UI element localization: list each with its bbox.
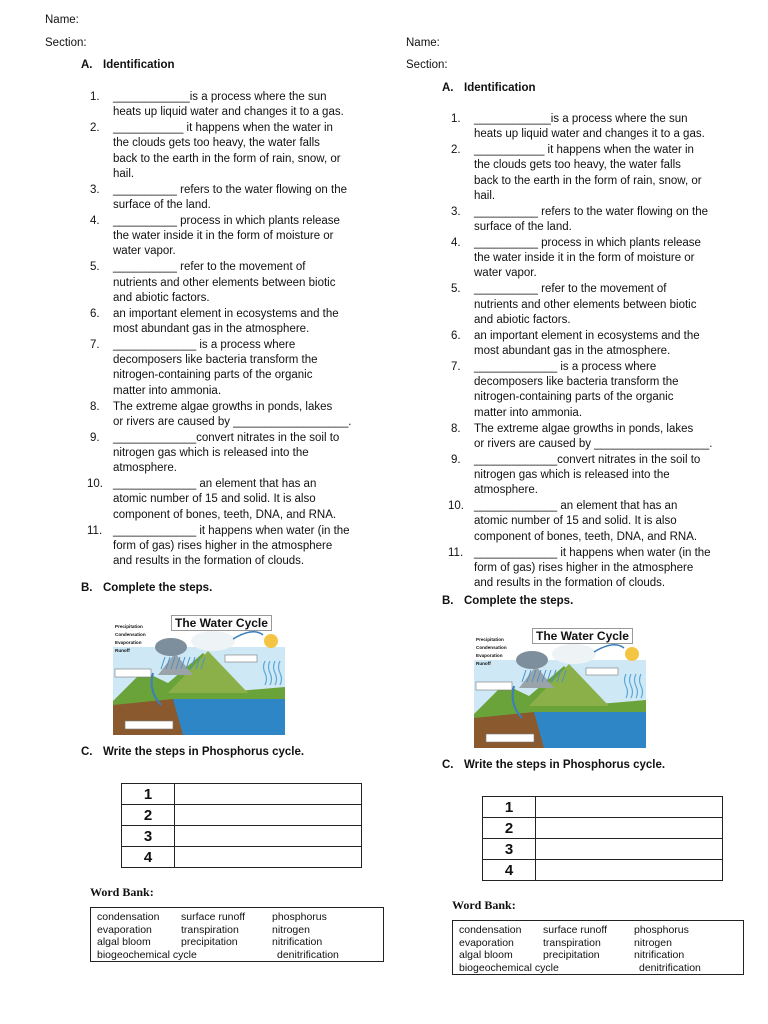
item-line: the clouds gets too heavy, the water falls — [474, 159, 681, 172]
word-bank-term: evaporation — [97, 923, 152, 936]
section-a-heading: A. Identification — [81, 59, 175, 71]
step-answer-cell[interactable] — [536, 797, 723, 818]
item-line: matter into ammonia. — [474, 406, 583, 419]
item-line: ___________ it happens when the water in — [474, 144, 694, 157]
steps-table — [482, 796, 723, 881]
item-text — [474, 360, 679, 421]
section-c-heading: C. Write the steps in Phosphorus cycle. — [442, 759, 666, 771]
step-row — [122, 847, 362, 868]
item-text — [474, 329, 700, 359]
item-number: 3. — [90, 183, 100, 196]
blank-label-box — [225, 655, 257, 662]
item-text — [474, 422, 712, 452]
item-line: the water inside it in the form of moisture or — [474, 252, 695, 265]
section-b-heading: B. Complete the steps. — [81, 582, 213, 594]
section-b-heading: B. Complete the steps. — [442, 595, 574, 607]
item-line: _____________ it happens when water (in the — [113, 524, 350, 537]
word-bank-term: phosphorus — [272, 911, 327, 923]
word-bank-term: denitrification — [277, 948, 339, 961]
item-text — [474, 112, 705, 142]
item-text — [474, 453, 700, 499]
item-line: heats up liquid water and changes it to a gas. — [474, 128, 705, 141]
item-line: nitrogen-containing parts of the organic — [474, 391, 674, 404]
item-line: back to the earth in the form of rain, snow, or — [474, 174, 702, 187]
name-label: Name: — [406, 37, 440, 49]
item-line: _____________convert nitrates in the soil to — [474, 453, 701, 466]
water-cycle-diagram — [474, 626, 646, 748]
word-bank-term: algal bloom — [97, 936, 151, 948]
soil — [474, 712, 544, 748]
cloud — [191, 631, 235, 651]
word-bank-term: nitrogen — [272, 923, 310, 936]
step-number: 4 — [483, 860, 536, 881]
blank-label-box — [476, 682, 512, 690]
step-row — [483, 839, 723, 860]
item-line: and results in the formation of clouds. — [113, 555, 305, 567]
item-line: The extreme algae growths in ponds, lakes — [113, 400, 333, 413]
item-line: and abiotic factors. — [113, 291, 210, 304]
item-line: form of gas) rises higher in the atmosphere — [474, 561, 694, 574]
word-bank-term: condensation — [459, 924, 522, 936]
item-line: or rivers are caused by __________________. — [113, 415, 352, 428]
step-answer-cell[interactable] — [536, 818, 723, 839]
item-number: 2. — [90, 122, 100, 135]
item-text — [113, 260, 335, 306]
name-label: Name: — [45, 14, 79, 26]
item-text — [474, 546, 711, 592]
diagram-title: The Water Cycle — [171, 615, 272, 631]
step-row — [483, 818, 723, 839]
soil — [113, 699, 183, 735]
step-row — [122, 805, 362, 826]
step-row — [483, 860, 723, 881]
worksheet-right — [361, 0, 768, 1024]
item-line: decomposers like bacteria transform the — [113, 354, 318, 367]
arrow — [594, 645, 624, 652]
item-number: 5. — [90, 261, 100, 274]
item-line: __________ refers to the water flowing on the — [474, 205, 708, 218]
section-c-heading: C. Write the steps in Phosphorus cycle. — [81, 746, 305, 758]
legend-item: Precipitation — [476, 637, 504, 642]
item-line: atomic number of 15 and solid. It is also — [113, 493, 316, 506]
item-text — [113, 90, 344, 120]
item-number: 4. — [90, 215, 100, 227]
section-label: Section: — [45, 37, 87, 49]
item-number: 5. — [451, 283, 461, 296]
item-line: hail. — [113, 167, 135, 180]
item-text — [474, 499, 697, 545]
word-bank-term: nitrogen — [634, 936, 672, 949]
blank-label-box — [486, 734, 534, 742]
steps-table — [121, 783, 362, 868]
item-line: _____________ an element that has an — [113, 478, 317, 491]
item-line: or rivers are caused by __________________. — [474, 437, 713, 450]
step-answer-cell[interactable] — [175, 784, 362, 805]
item-line: an important element in ecosystems and the — [474, 329, 700, 342]
item-line: most abundant gas in the atmosphere. — [113, 323, 310, 335]
item-line: nitrogen-containing parts of the organic — [113, 369, 313, 382]
item-line: nitrogen gas which is released into the — [474, 469, 670, 481]
item-line: matter into ammonia. — [113, 384, 222, 397]
item-line: an important element in ecosystems and the — [113, 307, 339, 320]
item-line: surface of the land. — [113, 199, 211, 211]
diagram-legend — [476, 636, 507, 668]
word-bank-term: evaporation — [459, 936, 514, 949]
item-line: atmosphere. — [113, 462, 177, 475]
item-line: and abiotic factors. — [474, 313, 571, 326]
word-bank-term: phosphorus — [634, 924, 689, 936]
item-text — [113, 338, 318, 399]
step-number: 3 — [483, 839, 536, 860]
item-line: hail. — [474, 189, 496, 202]
word-bank-term: nitrification — [634, 949, 685, 961]
item-number: 10. — [87, 478, 103, 491]
blank-label-box — [115, 669, 151, 677]
item-number: 11. — [448, 546, 464, 559]
step-number: 4 — [122, 847, 175, 868]
step-number: 2 — [483, 818, 536, 839]
item-number: 2. — [451, 144, 461, 157]
item-text — [474, 143, 702, 204]
item-text — [113, 400, 351, 430]
item-number: 7. — [451, 361, 461, 373]
word-bank-term: surface runoff — [543, 924, 608, 936]
legend-item: Runoff — [115, 648, 130, 653]
item-number: 1. — [90, 91, 100, 103]
item-line: __________ refer to the movement of — [113, 261, 306, 274]
word-bank-box — [452, 920, 744, 975]
item-line: __________ process in which plants release — [113, 215, 340, 227]
step-number: 3 — [122, 826, 175, 847]
step-answer-cell[interactable] — [175, 826, 362, 847]
word-bank-term: transpiration — [181, 923, 239, 936]
item-line: _____________convert nitrates in the soil to — [113, 431, 340, 444]
item-line: nitrogen gas which is released into the — [113, 447, 309, 459]
diagram-legend — [115, 623, 146, 655]
word-bank-term: biogeochemical cycle — [97, 948, 197, 961]
sun — [264, 634, 278, 648]
blank-label-box — [125, 721, 173, 729]
word-bank-title: Word Bank: — [90, 885, 154, 899]
item-line: ____________is a process where the sun — [474, 113, 688, 125]
item-line: _____________ is a process where — [113, 339, 296, 351]
word-bank-term: condensation — [97, 911, 160, 923]
item-line: back to the earth in the form of rain, snow, or — [113, 152, 341, 165]
item-text — [113, 214, 340, 260]
step-answer-cell[interactable] — [175, 847, 362, 868]
item-line: decomposers like bacteria transform the — [474, 376, 679, 389]
step-row — [122, 784, 362, 805]
word-bank-term: precipitation — [543, 949, 600, 961]
item-line: component of bones, teeth, DNA, and RNA. — [113, 508, 337, 521]
step-answer-cell[interactable] — [175, 805, 362, 826]
step-number: 1 — [122, 784, 175, 805]
sun — [625, 647, 639, 661]
item-line: most abundant gas in the atmosphere. — [474, 345, 671, 357]
item-line: atomic number of 15 and solid. It is also — [474, 515, 677, 528]
item-line: nutrients and other elements between biotic — [113, 276, 336, 289]
cloud — [552, 644, 596, 664]
item-text — [113, 307, 339, 337]
item-line: water vapor. — [474, 267, 537, 280]
item-line: __________ refer to the movement of — [474, 283, 667, 296]
item-text — [113, 524, 350, 570]
section-a-heading: A. Identification — [442, 82, 536, 94]
word-bank-term: surface runoff — [181, 911, 246, 923]
word-bank-box — [90, 907, 384, 962]
word-bank-term: algal bloom — [459, 949, 513, 961]
item-number: 8. — [451, 422, 461, 435]
item-text — [474, 205, 708, 235]
word-bank-title: Word Bank: — [452, 898, 516, 912]
legend-item: Condensation — [115, 632, 146, 637]
item-number: 4. — [451, 237, 461, 249]
word-bank-term: biogeochemical cycle — [459, 961, 559, 974]
item-line: component of bones, teeth, DNA, and RNA. — [474, 530, 698, 543]
word-bank-term: nitrification — [272, 936, 323, 948]
rain-cloud — [516, 651, 548, 669]
blank-label-box — [586, 668, 618, 675]
legend-item: Condensation — [476, 645, 507, 650]
step-answer-cell[interactable] — [536, 839, 723, 860]
word-bank-term: precipitation — [181, 936, 238, 948]
item-number: 1. — [451, 113, 461, 125]
item-line: __________ refers to the water flowing on the — [113, 183, 347, 196]
water-cycle-diagram — [113, 613, 285, 735]
item-line: ___________ it happens when the water in — [113, 122, 333, 135]
item-text — [474, 236, 701, 282]
arrow — [233, 632, 263, 639]
item-number: 11. — [87, 524, 103, 537]
item-line: nutrients and other elements between biotic — [474, 298, 697, 311]
item-line: surface of the land. — [474, 221, 572, 233]
legend-item: Evaporation — [476, 653, 503, 658]
item-text — [113, 121, 341, 182]
item-line: water vapor. — [113, 245, 176, 258]
section-label: Section: — [406, 59, 448, 71]
legend-item: Runoff — [476, 661, 491, 666]
item-number: 6. — [451, 329, 461, 342]
lake — [173, 699, 285, 735]
item-line: _____________ it happens when water (in the — [474, 546, 711, 559]
item-text — [474, 282, 696, 328]
item-line: __________ process in which plants release — [474, 237, 701, 249]
lake — [534, 712, 646, 748]
rain-cloud — [155, 638, 187, 656]
item-line: ____________is a process where the sun — [113, 91, 327, 103]
word-bank-term: denitrification — [639, 961, 701, 974]
item-line: The extreme algae growths in ponds, lakes — [474, 422, 694, 435]
item-number: 3. — [451, 205, 461, 218]
item-number: 9. — [451, 453, 461, 466]
item-text — [113, 431, 339, 477]
item-number: 8. — [90, 400, 100, 413]
item-text — [113, 477, 336, 523]
item-number: 6. — [90, 307, 100, 320]
word-bank-term: transpiration — [543, 936, 601, 949]
item-number: 7. — [90, 339, 100, 351]
item-line: and results in the formation of clouds. — [474, 577, 666, 589]
legend-item: Precipitation — [115, 624, 143, 629]
item-line: _____________ an element that has an — [474, 500, 678, 513]
legend-item: Evaporation — [115, 640, 142, 645]
item-line: _____________ is a process where — [474, 361, 657, 373]
step-row — [122, 826, 362, 847]
item-text — [113, 183, 347, 213]
item-number: 9. — [90, 431, 100, 444]
step-number: 2 — [122, 805, 175, 826]
step-number: 1 — [483, 797, 536, 818]
step-row — [483, 797, 723, 818]
item-line: atmosphere. — [474, 484, 538, 497]
item-line: form of gas) rises higher in the atmosphere — [113, 539, 333, 552]
item-line: heats up liquid water and changes it to a gas. — [113, 106, 344, 119]
step-answer-cell[interactable] — [536, 860, 723, 881]
item-number: 10. — [448, 500, 464, 513]
diagram-title: The Water Cycle — [532, 628, 633, 644]
item-line: the clouds gets too heavy, the water falls — [113, 137, 320, 150]
item-line: the water inside it in the form of moisture or — [113, 230, 334, 243]
